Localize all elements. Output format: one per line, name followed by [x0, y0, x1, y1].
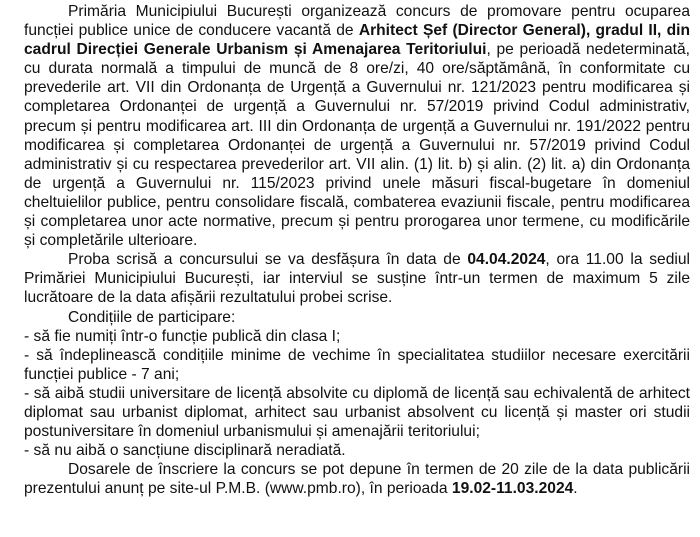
- position-title: Arhitect Șef (Director General), gradul II, din cadrul Direcției Generale Urbanism și Amenajarea Teritoriului: [24, 22, 690, 59]
- paragraph-exam-schedule: [24, 250, 690, 307]
- conditions-list: [24, 327, 690, 461]
- application-text-start: Dosarele de înscriere la concurs se pot depune în termen de 20 zile de la data publicării prezentului anunț pe site-ul P.M.B. (www.pmb.ro), în perioada: [24, 461, 690, 498]
- application-period-dates: 19.02-11.03.2024: [451, 480, 574, 498]
- condition-item: - să aibă studii universitare de licență absolvite cu diplomă de licență sau echivalentă de arhitect diplomat sau urbanist diplomat, arhitect sau urbanist absolvent cu licență și master ori studii postuniversitare în domeniul urbanismului și amenajării teritoriului;: [24, 384, 690, 441]
- exam-text-end: , ora 11.00 la sediul Primăriei Municipiului București, iar interviul se susține într-un termen de maximum 5 zile lucrătoare de la data afișării rezultatului probei scrise.: [24, 251, 690, 307]
- application-text-end: .: [573, 480, 578, 498]
- exam-date: 04.04.2024: [467, 251, 546, 269]
- condition-item: - să nu aibă o sancțiune disciplinară neradiată.: [24, 442, 346, 460]
- announcement-text-end: , pe perioadă nedeterminată, cu durata normală a timpului de muncă de 8 ore/zi, 40 ore/săptămână, în conformitate cu prevederile art. VII din Ordonanța de Urgență a Guvernului nr. 121/2023 pentru modificarea și completarea Ordonanței de urgență a Guvernului nr. 57/2019 privind Codul administrativ, precum și pentru modificarea art. III din Ordonanța de urgență a Guvernului nr. 191/2022 pentru modificarea și completarea Ordonanței de urgență a Guvernului nr. 57/2019 privind Codul administrativ și cu respectarea prevederilor art. VII alin. (1) lit. b) și alin. (2) lit. a) din Ordonanța de urgență a Guvernului nr. 115/2023 privind unele măsuri fiscal-bugetare în domeniul cheltuielilor publice, pentru consolidare fiscală, combaterea evaziunii fiscale, pentru modificarea și completarea unor acte normative, precum și pentru prorogarea unor termene, cu modificările și completările ulterioare.: [24, 41, 690, 250]
- paragraph-announcement: [24, 2, 690, 250]
- conditions-heading: Condițiile de participare:: [68, 308, 236, 326]
- condition-item: - să fie numiți într-o funcție publică din clasa I;: [24, 327, 341, 345]
- announcement-text-start: Primăria Municipiului București organizează concurs de promovare pentru ocuparea funcției publice unice de conducere vacantă de: [24, 3, 690, 40]
- condition-item: - să îndeplinească condițiile minime de vechime în specialitatea studiilor necesare exercitării funcției publice - 7 ani;: [24, 346, 690, 383]
- paragraph-application-period: [24, 460, 690, 498]
- exam-text-start: Proba scrisă a concursului se va desfășura în data de: [68, 251, 468, 269]
